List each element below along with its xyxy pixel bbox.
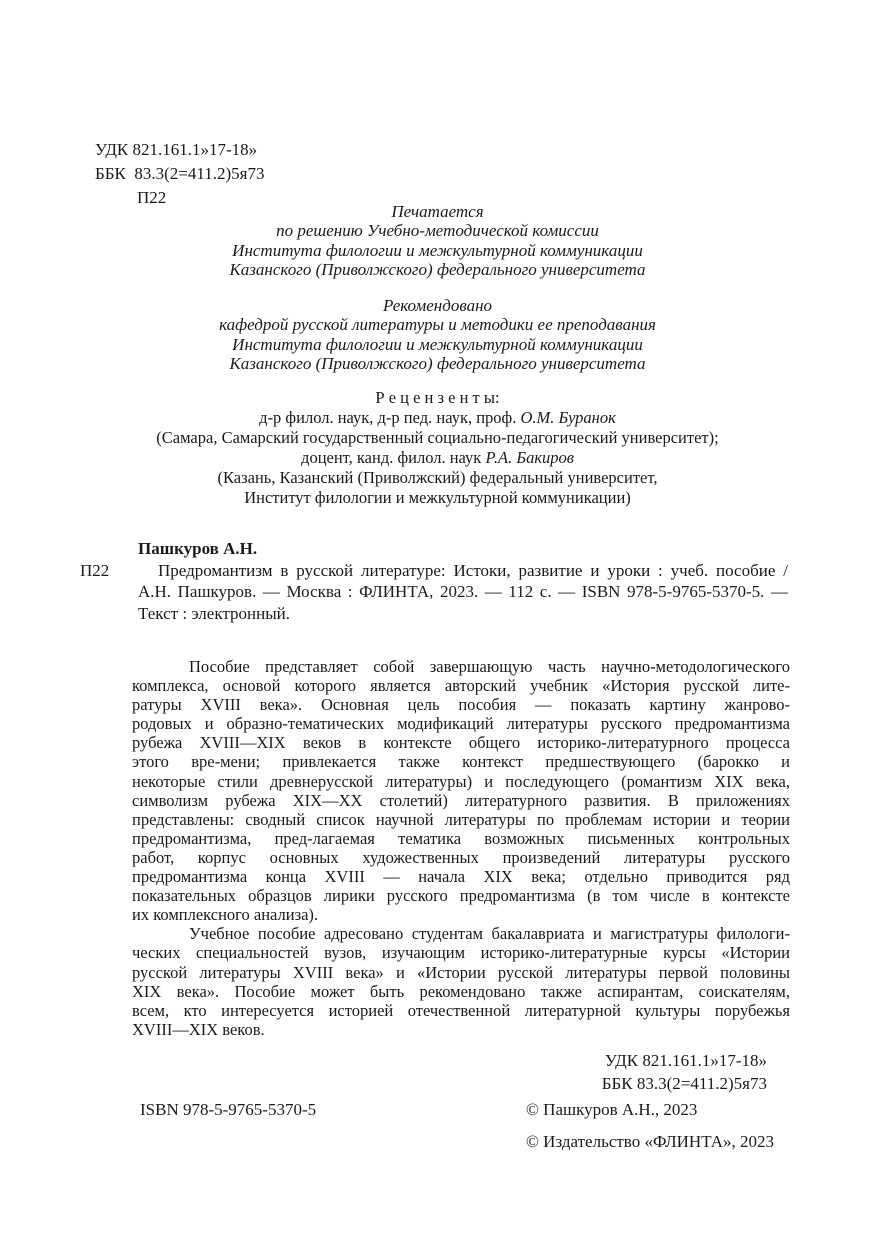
text-line: русской литературы XVIII века» и «Истории русской литературы первой половины <box>132 962 790 982</box>
text-line: всем, кто интересуется историей отечественной литературной культуры порубежья <box>132 1000 790 1020</box>
bib-description <box>138 560 788 625</box>
text-line <box>0 488 875 508</box>
annotation-paragraph-1 <box>132 657 790 924</box>
text-segment: Институт филологии и межкультурной коммуникации) <box>244 488 631 507</box>
reviewers-heading: Р е ц е н з е н т ы: <box>375 388 500 407</box>
text-line: Пособие представляет собой завершающую часть научно-методологического <box>189 657 790 676</box>
text-line: Института филологии и межкультурной коммуникации <box>232 334 643 354</box>
text-line: комплекса, основой которого является авторский учебник «История русской лите- <box>132 676 790 696</box>
text-line: XIX века». Пособие может быть рекомендовано также аспирантам, соискателям, <box>132 981 790 1001</box>
copyright-block <box>526 1100 774 1152</box>
author-sign-code: П22 <box>137 188 167 207</box>
text-line: Печатается <box>391 202 484 221</box>
text-line <box>0 468 875 488</box>
top-codes-block <box>95 138 264 210</box>
text-line: XVIII—XIX веков. <box>132 1019 265 1039</box>
text-line: этого вре-мени; привлекается также контекст предшествующего (барокко и <box>132 752 790 772</box>
printing-approval-block <box>0 202 875 279</box>
reviewers-block <box>0 388 875 508</box>
text-line: представлены: сводный список научной литературы по проблемам истории и теории <box>132 809 790 829</box>
text-line: по решению Учебно-методической комиссии <box>276 221 599 241</box>
text-line: ратуры XVIII века». Основная цель пособия — показать картину жанрово- <box>132 695 790 715</box>
bib-author: Пашкуров А.Н. <box>138 539 258 558</box>
text-line: © Издательство «ФЛИНТА», 2023 <box>526 1132 775 1151</box>
text-line: Казанского (Приволжского) федерального университета <box>229 259 646 279</box>
text-line: Текст : электронный. <box>138 603 290 623</box>
bib-description-row <box>80 560 790 625</box>
bibliographic-entry <box>80 538 790 624</box>
text-line: работ, корпус основных художественных произведений литературы русского <box>132 847 790 867</box>
text-line: Предромантизм в русской литературе: Истоки, развитие и уроки : учеб. пособие / <box>158 560 788 580</box>
text-line: родовых и образно-тематических модификаций литературы русского предромантизма <box>132 714 790 734</box>
udk-code-bottom: УДК 821.161.1»17-18» <box>604 1051 767 1070</box>
text-segment: доцент, канд. филол. наук <box>301 448 486 467</box>
text-line: символизм рубежа XIX—XX столетий) литературного развития. В приложениях <box>132 790 790 810</box>
text-line: предромантизма конца XVIII — начала XIX века; отдельно приводится ряд <box>132 867 790 887</box>
text-line: Казанского (Приволжского) федерального университета <box>229 353 646 373</box>
text-line: их комплексного анализа). <box>132 905 319 925</box>
isbn-line: ISBN 978-5-9765-5370-5 <box>140 1100 317 1119</box>
reviewer-name: О.М. Буранок <box>520 408 616 427</box>
annotation-paragraph-2 <box>132 924 790 1039</box>
text-line <box>0 448 875 468</box>
text-line: Рекомендовано <box>382 296 493 315</box>
bib-author-sign: П22 <box>80 560 110 580</box>
bbk-code: ББК 83.3(2=411.2)5я73 <box>95 164 265 183</box>
bbk-code-bottom: ББК 83.3(2=411.2)5я73 <box>601 1074 767 1093</box>
udk-code: УДК 821.161.1»17-18» <box>95 140 258 159</box>
text-line: кафедрой русской литературы и методики ее преподавания <box>219 315 656 335</box>
reviewers-list <box>0 408 875 508</box>
recommendation-block <box>0 296 875 373</box>
text-segment: (Казань, Казанский (Приволжский) федеральный университет, <box>217 468 658 487</box>
text-line: Учебное пособие адресовано студентам бакалавриата и магистратуры филологи- <box>189 924 790 944</box>
text-line: А.Н. Пашкуров. — Москва : ФЛИНТА, 2023. — 112 с. — ISBN 978-5-9765-5370-5. — <box>138 582 788 601</box>
text-line <box>0 408 875 428</box>
text-segment: д-р филол. наук, д-р пед. наук, проф. <box>259 408 521 427</box>
text-line: Института филологии и межкультурной коммуникации <box>232 240 643 260</box>
reviewer-name: Р.А. Бакиров <box>485 448 574 467</box>
text-line: рубежа XVIII—XIX веков в контексте общего историко-литературного процесса <box>132 733 790 753</box>
annotation-block <box>132 657 790 1039</box>
text-line: предромантизма, пред-лагаемая тематика возможных письменных контрольных <box>132 828 790 848</box>
bottom-codes-block <box>0 1049 767 1095</box>
text-line: © Пашкуров А.Н., 2023 <box>526 1100 698 1119</box>
text-line: показательных образцов лирики русского предромантизма (в том числе в контексте <box>132 886 790 906</box>
text-line <box>0 428 875 448</box>
text-segment: (Самара, Самарский государственный социально-педагогический университет); <box>156 428 719 447</box>
text-line: ческих специальностей вузов, изучающим историко-литературные курсы «Истории <box>132 943 790 963</box>
text-line: некоторые стили древнерусской литературы) и последующего (романтизм XIX века, <box>132 771 790 791</box>
